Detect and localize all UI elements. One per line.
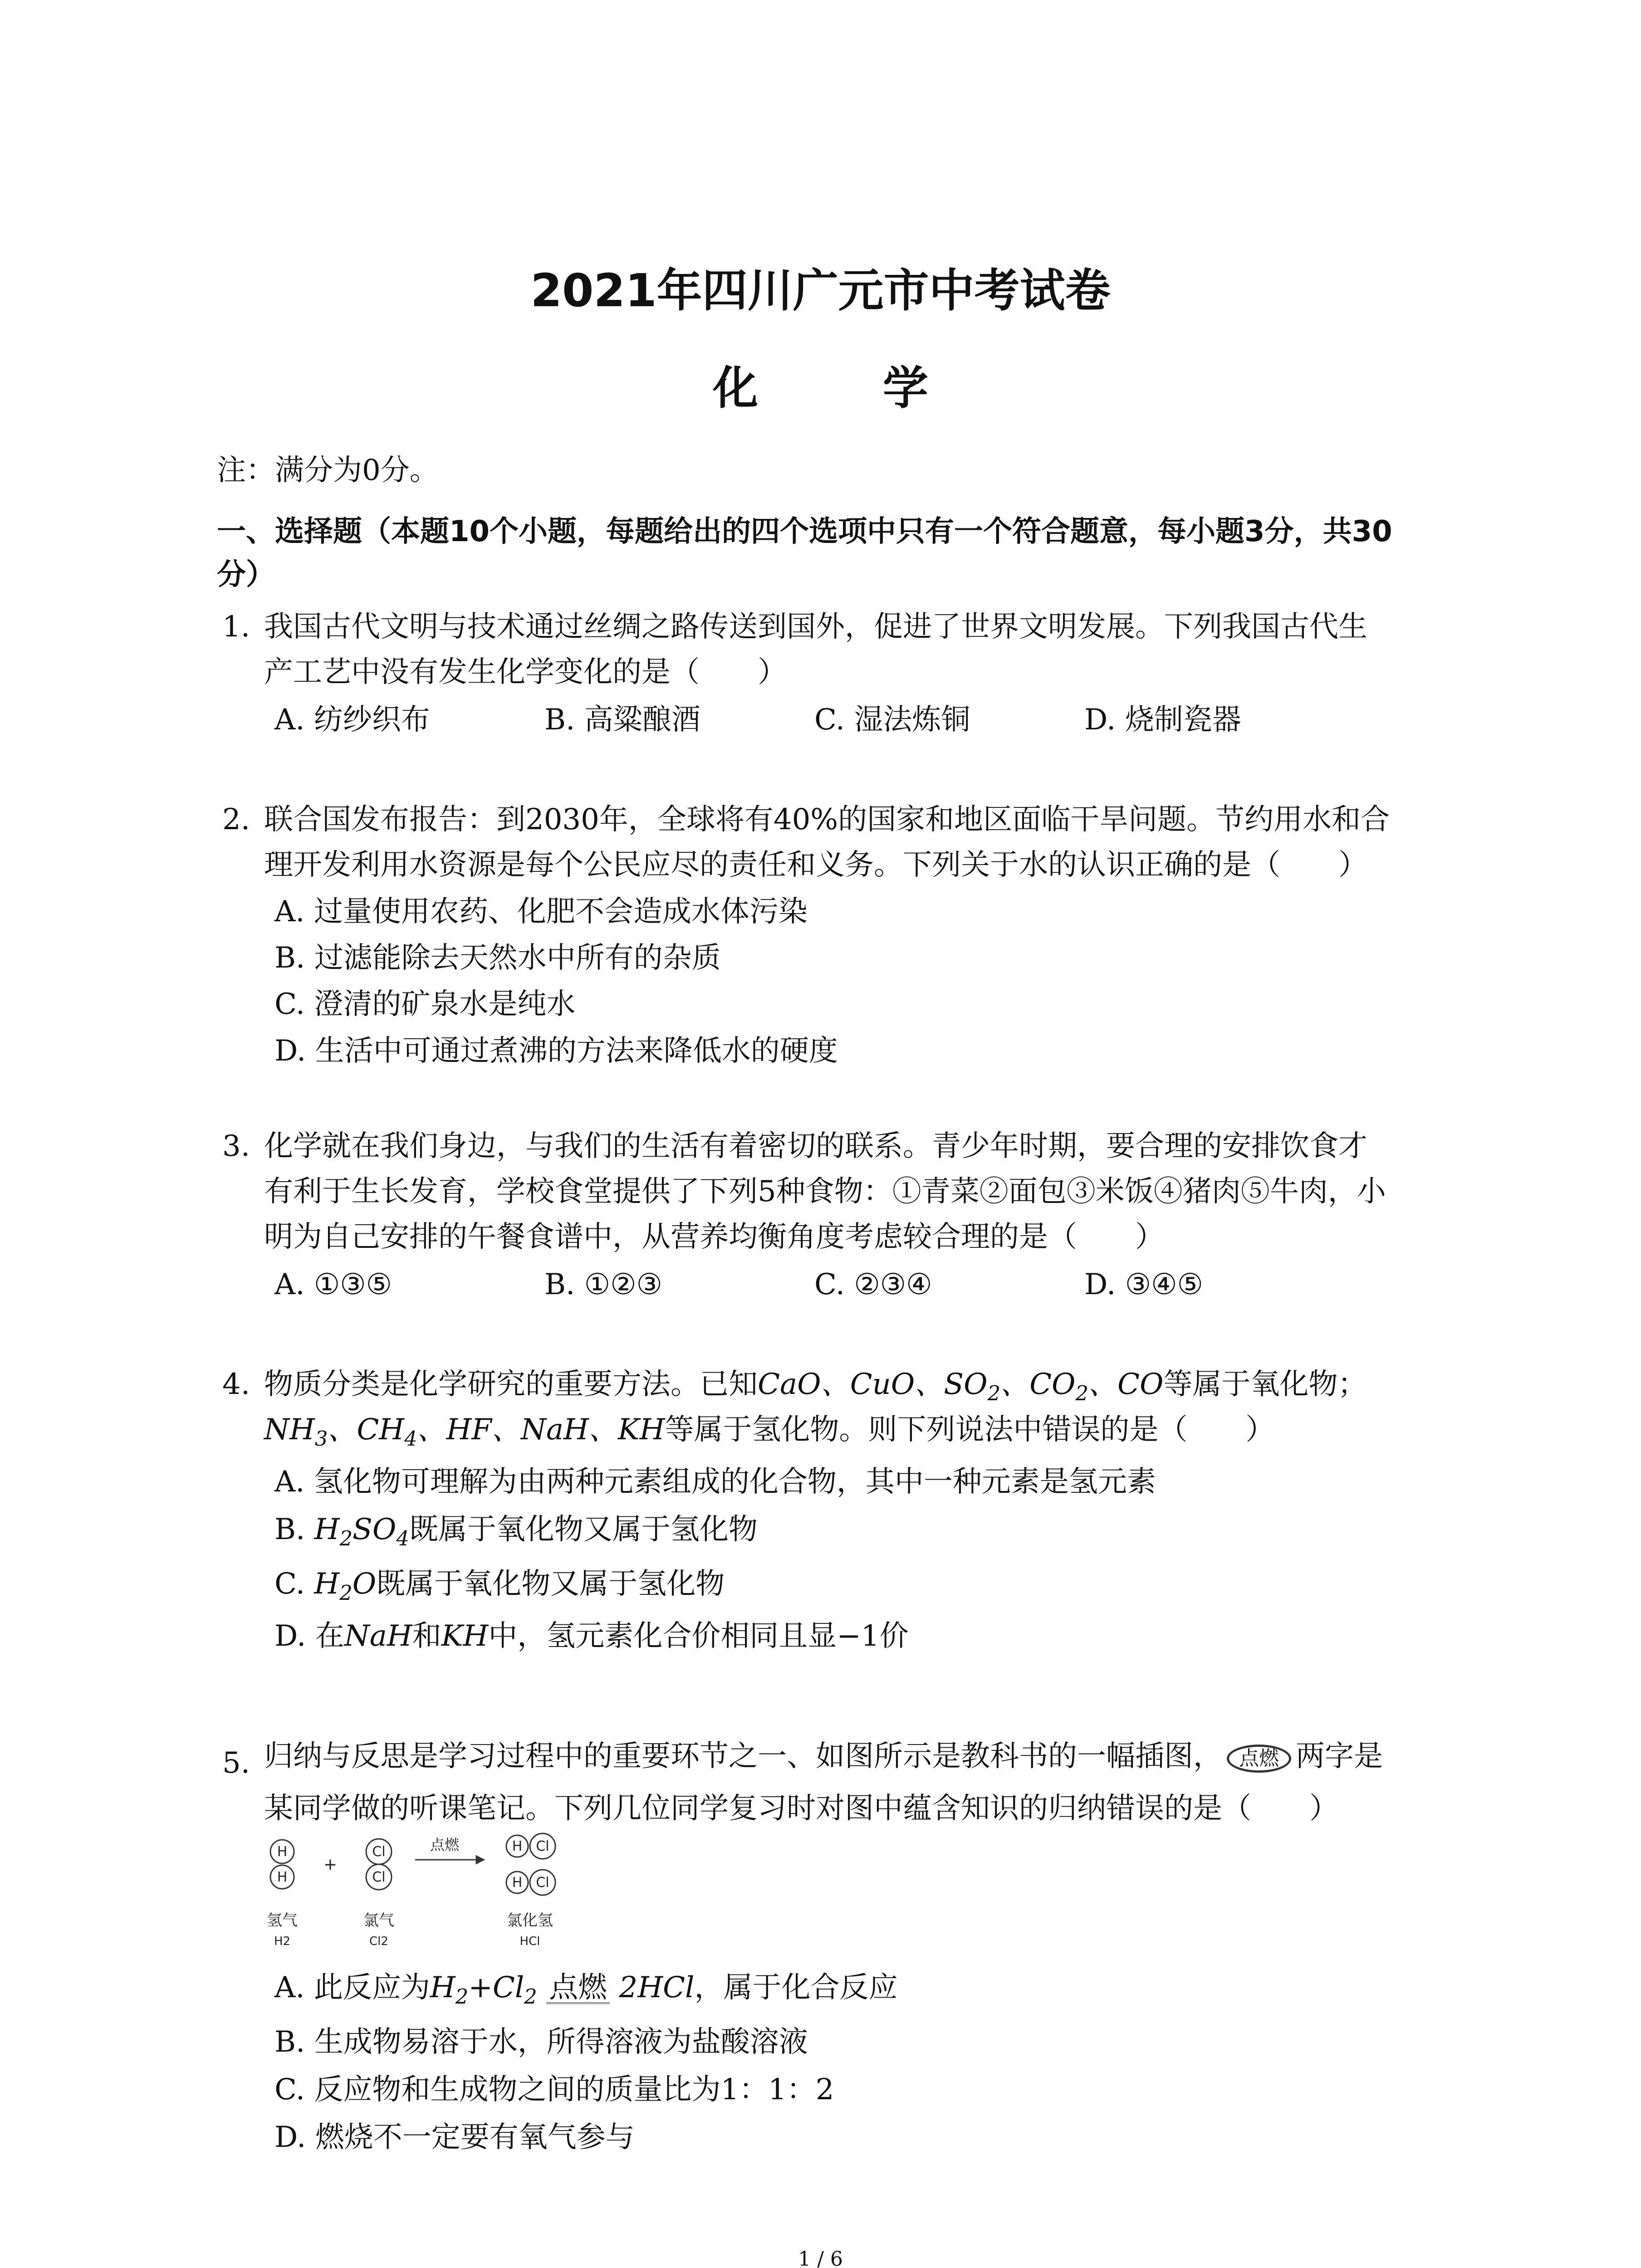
q4-option-d bbox=[274, 1619, 909, 1653]
plus-sign: + bbox=[323, 1855, 338, 1874]
q4-stem1-text: 物质分类是化学研究的重要方法。已知 bbox=[264, 1368, 758, 1401]
q1-number: 1. bbox=[222, 610, 250, 644]
arrow-condition-label: 点燃 bbox=[430, 1836, 460, 1853]
reaction-arrow-head bbox=[476, 1856, 484, 1863]
q2-option-a: A. 过量使用农药、化肥不会造成水体污染 bbox=[274, 895, 808, 929]
q5-stem1-tail: 两字是 bbox=[1296, 1740, 1383, 1773]
q4-option-d-label: D. 在 bbox=[274, 1619, 344, 1653]
ignition-note-stamp: 点燃 bbox=[1227, 1745, 1291, 1773]
hydrogen-formula-label: H2 bbox=[274, 1935, 291, 1948]
q4-stem-line1 bbox=[264, 1370, 1367, 1404]
q2-stem-line1: 联合国发布报告：到2030年，全球将有40%的国家和地区面临干旱问题。节约用水和合 bbox=[264, 803, 1390, 836]
h-atom-label-1: H bbox=[277, 1844, 288, 1860]
q3-stem-line1: 化学就在我们身边，与我们的生活有着密切的联系。青少年时期，要合理的安排饮食才 bbox=[264, 1129, 1367, 1163]
sodium-hydride-formula: NaH bbox=[344, 1619, 412, 1653]
cl-atom-label-1: Cl bbox=[372, 1844, 386, 1860]
q2-number: 2. bbox=[222, 803, 250, 836]
q1-stem-line2: 产工艺中没有发生化学变化的是（ ） bbox=[264, 655, 787, 689]
q3-option-b: B. ①②③ bbox=[544, 1268, 662, 1301]
q5-stem-line1 bbox=[264, 1742, 1383, 1773]
q3-option-d: D. ③④⑤ bbox=[1084, 1268, 1203, 1301]
section-heading-line2: 分） bbox=[217, 558, 275, 591]
q4-option-c-text: 既属于氧化物又属于氢化物 bbox=[376, 1567, 725, 1601]
reaction-equation-right: 2HCl bbox=[619, 1971, 695, 2004]
q4-option-c-label: C. bbox=[274, 1567, 314, 1601]
q5-option-a-label: A. 此反应为 bbox=[274, 1971, 430, 2004]
hcl-name-label: 氯化氢 bbox=[507, 1911, 553, 1930]
q3-stem-line2: 有利于生长发育，学校食堂提供了下列5种食物：①青菜②面包③米饭④猪肉⑤牛肉，小 bbox=[264, 1175, 1386, 1208]
q5-option-d: D. 燃烧不一定要有氧气参与 bbox=[274, 2121, 635, 2154]
product-cl-label-1: Cl bbox=[536, 1838, 549, 1854]
reaction-condition: 点燃 bbox=[546, 1973, 610, 2004]
hcl-reaction-figure bbox=[254, 1833, 617, 1964]
hydrogen-name-label: 氢气 bbox=[267, 1911, 298, 1930]
chlorine-formula-label: Cl2 bbox=[369, 1935, 388, 1948]
product-cl-label-2: Cl bbox=[536, 1875, 549, 1891]
q1-option-a: A. 纺纱织布 bbox=[274, 703, 430, 737]
q2-option-b: B. 过滤能除去天然水中所有的杂质 bbox=[274, 941, 721, 975]
q1-option-d: D. 烧制瓷器 bbox=[1084, 703, 1241, 737]
product-h-label-2: H bbox=[512, 1875, 523, 1891]
q4-option-d-text: 中，氢元素化合价相同且显−1价 bbox=[488, 1619, 909, 1653]
q5-stem1-text: 归纳与反思是学习过程中的重要环节之一、如图所示是教科书的一幅插图， bbox=[264, 1740, 1222, 1773]
exam-subject: 化 学 bbox=[713, 362, 983, 415]
q4-stem1-tail: 等属于氧化物； bbox=[1163, 1368, 1367, 1401]
q4-option-b-text: 既属于氧化物又属于氢化物 bbox=[409, 1513, 758, 1546]
q1-stem-line1: 我国古代文明与技术通过丝绸之路传送到国外，促进了世界文明发展。下列我国古代生 bbox=[264, 610, 1367, 644]
exam-title: 2021年四川广元市中考试卷 bbox=[530, 264, 1111, 317]
q4-option-b-label: B. bbox=[274, 1513, 314, 1546]
q1-option-b: B. 高粱酿酒 bbox=[544, 703, 700, 737]
q3-stem-line3: 明为自己安排的午餐食谱中，从营养均衡角度考虑较合理的是（ ） bbox=[264, 1220, 1164, 1254]
page-number: 1 / 6 bbox=[798, 2248, 843, 2268]
water-formula: $H_2O$ bbox=[314, 1567, 377, 1605]
score-note: 注：满分为0分。 bbox=[217, 454, 439, 487]
q1-option-c: C. 湿法炼铜 bbox=[814, 703, 970, 737]
q4-number: 4. bbox=[222, 1368, 250, 1401]
q4-option-c bbox=[274, 1569, 725, 1603]
sulfuric-acid-formula: $H_2SO_4$ bbox=[314, 1513, 409, 1550]
q2-option-c: C. 澄清的矿泉水是纯水 bbox=[274, 987, 576, 1021]
product-h-label-1: H bbox=[512, 1838, 523, 1854]
oxide-formula-list: CaO、CuO、$SO_2$、$CO_2$、CO bbox=[758, 1368, 1164, 1405]
q5-option-c: C. 反应物和生成物之间的质量比为1：1：2 bbox=[274, 2073, 834, 2107]
q4-option-d-conj: 和 bbox=[412, 1619, 441, 1653]
q5-option-a bbox=[274, 1973, 897, 2007]
q3-option-c: C. ②③④ bbox=[814, 1268, 932, 1301]
q5-number: 5. bbox=[222, 1746, 250, 1780]
q5-option-a-text: ，属于化合反应 bbox=[694, 1971, 898, 2004]
potassium-hydride-formula: KH bbox=[441, 1619, 489, 1653]
q4-option-a: A. 氢化物可理解为由两种元素组成的化合物，其中一种元素是氢元素 bbox=[274, 1465, 1156, 1499]
hcl-formula-label: HCl bbox=[519, 1935, 540, 1948]
hydride-formula-list: $NH_3$、$CH_4$、HF、NaH、KH bbox=[264, 1413, 665, 1451]
q4-option-b bbox=[274, 1515, 758, 1549]
q4-stem-line2 bbox=[264, 1415, 1274, 1449]
h-atom-label-2: H bbox=[277, 1869, 288, 1885]
section-heading-line1: 一、选择题（本题10个小题，每题给出的四个选项中只有一个符合题意，每小题3分，共30 bbox=[217, 515, 1392, 548]
cl-atom-label-2: Cl bbox=[372, 1869, 386, 1885]
q5-option-b: B. 生成物易溶于水，所得溶液为盐酸溶液 bbox=[274, 2025, 808, 2059]
q5-stem-line2: 某同学做的听课笔记。下列几位同学复习时对图中蕴含知识的归纳错误的是（ ） bbox=[264, 1792, 1338, 1825]
q2-option-d: D. 生活中可通过煮沸的方法来降低水的硬度 bbox=[274, 1034, 838, 1068]
q3-number: 3. bbox=[222, 1129, 250, 1163]
q4-stem2-tail: 等属于氢化物。则下列说法中错误的是（ ） bbox=[665, 1413, 1275, 1447]
reaction-equation-left: $H_2+Cl_2$ bbox=[430, 1971, 537, 2009]
q3-option-a: A. ①③⑤ bbox=[274, 1268, 392, 1301]
q2-stem-line2: 理开发利用水资源是每个公民应尽的责任和义务。下列关于水的认识正确的是（ ） bbox=[264, 848, 1367, 882]
chlorine-name-label: 氯气 bbox=[363, 1911, 394, 1930]
